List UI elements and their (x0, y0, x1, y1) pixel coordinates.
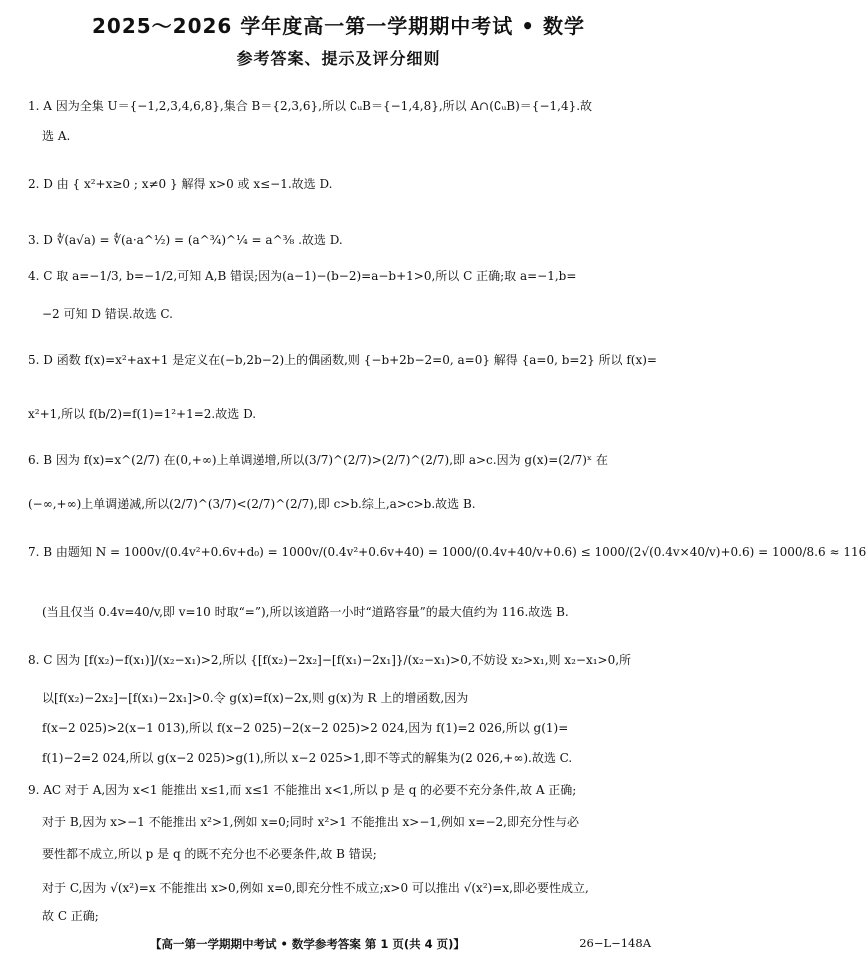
page-footer: 【高一第一学期期中考试 • 数学参考答案 第 1 页(共 4 页)】 (150, 937, 465, 951)
answer-line: x²+1,所以 f(b/2)=f(1)=1²+1=2.故选 D. (28, 407, 257, 421)
answer-line: 对于 B,因为 x>−1 不能推出 x²>1,例如 x=0;同时 x²>1 不能推出 x>−1,例如 x=−2,即充分性与必 (42, 815, 579, 829)
answer-line: 故 C 正确; (42, 909, 99, 923)
document-subtitle: 参考答案、提示及评分细则 (236, 49, 441, 68)
document-code: 26−L−148A (579, 936, 651, 950)
answer-line: 8. C 因为 [f(x₂)−f(x₁)]/(x₂−x₁)>2,所以 {[f(x₂)−2x₂]−[f(x₁)−2x₁]}/(x₂−x₁)>0,不妨设 x₂>x₁,则 x₂−x₁>0,所 (28, 653, 632, 667)
answer-line: 7. B 由题知 N = 1000v/(0.4v²+0.6v+d₀) = 1000v/(0.4v²+0.6v+40) = 1000/(0.4v+40/v+0.6) ≤ 1000/(2√(0.4v×40/v)+0.6) = 1000/8.6 ≈ 116 (28, 545, 866, 559)
answer-line: (−∞,+∞)上单调递减,所以(2/7)^(3/7)<(2/7)^(2/7),即 c>b.综上,a>c>b.故选 B. (28, 497, 476, 511)
answer-line: 1. A 因为全集 U＝{−1,2,3,4,6,8},集合 B＝{2,3,6},所以 ∁ᵤB＝{−1,4,8},所以 A∩(∁ᵤB)＝{−1,4}.故 (28, 99, 593, 113)
answer-line: (当且仅当 0.4v=40/v,即 v=10 时取“=”),所以该道路一小时“道路容量”的最大值约为 116.故选 B. (42, 605, 569, 619)
document-title: 2025～2026 学年度高一第一学期期中考试 • 数学 (92, 14, 585, 38)
answer-line: f(x−2 025)>2(x−1 013),所以 f(x−2 025)−2(x−2 025)>2 024,因为 f(1)=2 026,所以 g(1)= (42, 721, 569, 735)
answer-line: −2 可知 D 错误.故选 C. (42, 307, 173, 321)
answer-line: 要性都不成立,所以 p 是 q 的既不充分也不必要条件,故 B 错误; (42, 847, 377, 861)
answer-line: f(1)−2=2 024,所以 g(x−2 025)>g(1),所以 x−2 025>1,即不等式的解集为(2 026,+∞).故选 C. (42, 751, 573, 765)
answer-line: 选 A. (42, 129, 71, 143)
answer-line: 6. B 因为 f(x)=x^(2/7) 在(0,+∞)上单调递增,所以(3/7)^(2/7)>(2/7)^(2/7),即 a>c.因为 g(x)=(2/7)ˣ 在 (28, 453, 608, 467)
answer-line: 以[f(x₂)−2x₂]−[f(x₁)−2x₁]>0.令 g(x)=f(x)−2x,则 g(x)为 R 上的增函数,因为 (42, 691, 469, 705)
answer-line: 4. C 取 a=−1/3, b=−1/2,可知 A,B 错误;因为(a−1)−(b−2)=a−b+1>0,所以 C 正确;取 a=−1,b= (28, 269, 577, 283)
answer-line: 2. D 由 { x²+x≥0 ; x≠0 } 解得 x>0 或 x≤−1.故选 D. (28, 177, 333, 191)
answer-line: 5. D 函数 f(x)=x²+ax+1 是定义在(−b,2b−2)上的偶函数,则 {−b+2b−2=0, a=0} 解得 {a=0, b=2} 所以 f(x)= (28, 353, 657, 367)
answer-line: 3. D ∜(a√a) = ∜(a·a^½) = (a^¾)^¼ = a^⅜ .故选 D. (28, 233, 343, 247)
answer-line: 9. AC 对于 A,因为 x<1 能推出 x≤1,而 x≤1 不能推出 x<1,所以 p 是 q 的必要不充分条件,故 A 正确; (28, 783, 577, 797)
answer-line: 对于 C,因为 √(x²)=x 不能推出 x>0,例如 x=0,即充分性不成立;x>0 可以推出 √(x²)=x,即必要性成立, (42, 881, 589, 895)
